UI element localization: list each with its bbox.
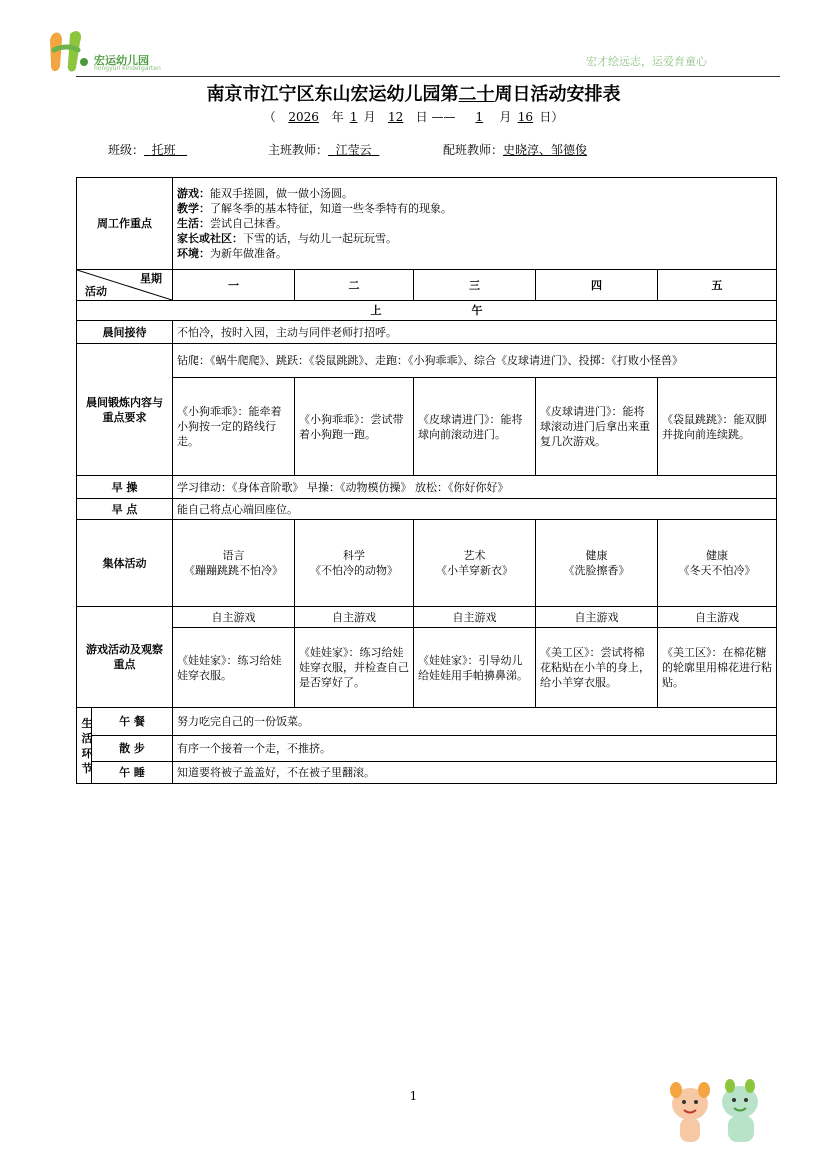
assist-teacher-info [443,141,587,158]
group-activity-label: 集体活动 [77,520,173,607]
game-day-mon: 《娃娃家》：练习给娃娃穿衣服。 [173,628,295,708]
morning-drill-label: 早 操 [77,476,173,499]
focus-item: 生活：尝试自己抹香。 [177,217,287,230]
game-header-tue: 自主游戏 [295,607,414,628]
date-month-end: 1 [475,110,484,124]
date-day-unit-2: 日 [539,110,552,124]
weekday-header-label: 星期 [140,272,162,285]
game-header-fri: 自主游戏 [658,607,777,628]
activity-header-label: 活动 [85,285,107,298]
game-day-thu: 《美工区》：尝试将棉花粘贴在小羊的身上，给小羊穿衣服。 [536,628,658,708]
group-activity-mon: 语言 《蹦蹦跳跳不怕冷》 [173,520,295,607]
game-header-wed: 自主游戏 [414,607,536,628]
group-activity-row [77,520,777,607]
date-year: 2026 [288,110,319,124]
exercise-day-fri: 《袋鼠跳跳》：能双脚并拢向前连续跳。 [658,378,777,476]
date-day-end: 16 [517,110,533,124]
class-label: 班级： [108,143,145,157]
life-lunch-label: 午 餐 [92,708,173,736]
snack-label: 早 点 [77,499,173,520]
morning-reception-text: 不怕冷，按时入园，主动与同伴老师打招呼。 [173,321,777,344]
schedule-table [76,177,777,784]
date-day-unit: 日 [415,110,428,124]
life-category-label: 生活环节 [77,708,92,784]
week-number: 二十 [458,84,495,105]
life-nap-label: 午 睡 [92,762,173,784]
weekly-focus-row [77,178,777,270]
morning-band-left: 上 [370,304,382,317]
title-prefix: 南京市江宁区东山宏运幼儿园第 [206,84,459,105]
date-separator: —— [431,110,456,124]
life-lunch-row [77,708,777,736]
group-activity-wed: 艺术 《小羊穿新衣》 [414,520,536,607]
weekly-focus-label: 周工作重点 [77,178,173,270]
focus-item: 环境：为新年做准备。 [177,247,287,260]
morning-drill-row [77,476,777,499]
date-open-paren: （ [263,110,276,124]
morning-band-row [77,301,777,321]
main-teacher-info [268,141,379,158]
main-teacher-value: 江莹云 [335,143,372,157]
date-month-unit: 月 [363,110,376,124]
game-day-tue: 《娃娃家》：练习给娃娃穿衣服，并检查自己是否穿好了。 [295,628,414,708]
snack-row [77,499,777,520]
mascot-illustration [668,1078,778,1150]
assist-teacher-value: 史晓淳、邹德俊 [503,143,588,157]
morning-drill-text: 学习律动：《身体音阶歌》 早操：《动物模仿操》 放松：《你好你好》 [173,476,777,499]
logo-subtitle: hongyun kindergarten [94,65,161,72]
day-header-tue: 二 [295,270,414,301]
life-nap-row [77,762,777,784]
game-content-row [77,628,777,708]
game-day-fri: 《美工区》：在棉花糖的轮廓里用棉花进行粘贴。 [658,628,777,708]
game-header-thu: 自主游戏 [536,607,658,628]
page-title [0,80,827,106]
life-lunch-text: 努力吃完自己的一份饭菜。 [173,708,777,736]
game-day-wed: 《娃娃家》：引导幼儿给娃娃用手帕擤鼻涕。 [414,628,536,708]
morning-band-right: 午 [471,304,483,317]
focus-item: 教学：了解冬季的基本特征，知道一些冬季特有的现象。 [177,202,452,215]
focus-item: 家长或社区：下雪的话，与幼儿一起玩玩雪。 [177,232,397,245]
life-walk-row [77,736,777,762]
morning-band [77,301,777,321]
exercise-day-wed: 《皮球请进门》：能将球向前滚动进门。 [414,378,536,476]
game-activity-label: 游戏活动及观察重点 [77,607,173,708]
exercise-day-mon: 《小狗乖乖》：能牵着小狗按一定的路线行走。 [173,378,295,476]
class-info [108,141,187,158]
logo-text: 宏运幼儿园 [94,54,149,67]
diagonal-header-cell [77,270,173,301]
exercise-day-tue: 《小狗乖乖》：尝试带着小狗跑一跑。 [295,378,414,476]
game-header-row [77,607,777,628]
life-nap-text: 知道要将被子盖盖好，不在被子里翻滚。 [173,762,777,784]
date-close-paren: ） [551,110,564,124]
slogan: 宏才绘远志，运爱育童心 [586,55,707,68]
morning-exercise-label: 晨间锻炼内容与重点要求 [77,344,173,476]
class-value: 托班 [151,143,176,157]
group-activity-thu: 健康 《洗脸擦香》 [536,520,658,607]
life-walk-text: 有序一个接着一个走，不推挤。 [173,736,777,762]
exercise-day-thu: 《皮球请进门》：能将球滚动进门后拿出来重复几次游戏。 [536,378,658,476]
header-divider [76,76,780,77]
title-suffix: 周日活动安排表 [494,84,621,105]
page-number: 1 [409,1089,418,1103]
morning-reception-label: 晨间接待 [77,321,173,344]
focus-item: 游戏：能双手搓圆，做一做小汤圆。 [177,187,353,200]
morning-exercise-summary-row [77,344,777,378]
days-header-row [77,270,777,301]
snack-text: 能自己将点心端回座位。 [173,499,777,520]
morning-reception-row [77,321,777,344]
date-month-unit-2: 月 [499,110,512,124]
main-teacher-label: 主班教师： [268,143,329,157]
group-activity-tue: 科学 《不怕冷的动物》 [295,520,414,607]
game-header-mon: 自主游戏 [173,607,295,628]
morning-exercise-summary: 钻爬：《蜗牛爬爬》、跳跃：《袋鼠跳跳》、走跑：《小狗乖乖》、综合《皮球请进门》、投掷：《打败小怪兽》 [173,344,777,378]
day-header-thu: 四 [536,270,658,301]
morning-exercise-days-row [77,378,777,476]
weekly-focus-content [173,178,777,270]
day-header-mon: 一 [173,270,295,301]
date-year-unit: 年 [331,110,344,124]
group-activity-fri: 健康 《冬天不怕冷》 [658,520,777,607]
day-header-wed: 三 [414,270,536,301]
date-range [0,108,827,125]
date-month-start: 1 [349,110,358,124]
day-header-fri: 五 [658,270,777,301]
date-day-start: 12 [388,110,404,124]
assist-teacher-label: 配班教师： [443,143,504,157]
life-walk-label: 散 步 [92,736,173,762]
